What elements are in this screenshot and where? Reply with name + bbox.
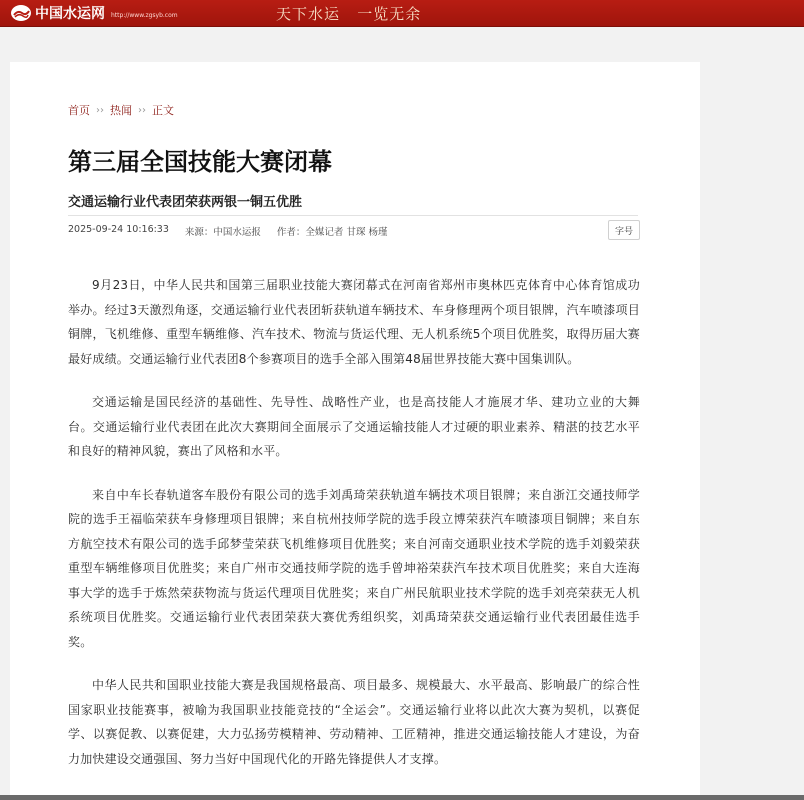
window-bottom-edge bbox=[0, 795, 804, 800]
font-size-button[interactable]: 字号 bbox=[608, 220, 640, 240]
site-header bbox=[0, 0, 804, 27]
article-body bbox=[68, 273, 640, 790]
article-meta bbox=[68, 224, 387, 238]
site-slogan: 天下水运 一览无余 bbox=[276, 5, 422, 23]
article-date: 2025-09-24 10:16:33 bbox=[68, 224, 169, 235]
site-name: 中国水运网 bbox=[35, 6, 105, 22]
article-paragraph: 9月23日，中华人民共和国第三届职业技能大赛闭幕式在河南省郑州市奥林匹克体育中心体育馆成功举办。经过3天激烈角逐，交通运输行业代表团斩获轨道车辆技术、车身修理两个项目银牌，汽车喷漆项目铜牌，飞机维修、重型车辆维修、汽车技术、物流与货运代理、无人机系统5个项目优胜奖，取得历届大赛最好成绩。交通运输行业代表团8个参赛项目的选手全部入围第48届世界技能大赛中国集训队。 bbox=[68, 278, 640, 366]
article-source: 来源：中国水运报 bbox=[184, 227, 261, 238]
breadcrumb-news-link[interactable]: 热闻 bbox=[110, 104, 132, 117]
article-subtitle: 交通运输行业代表团荣获两银一铜五优胜 bbox=[68, 195, 303, 210]
breadcrumb-separator: ›› bbox=[138, 104, 146, 116]
site-url: http://www.zgsyb.com bbox=[111, 11, 178, 19]
article-paragraph: 交通运输是国民经济的基础性、先导性、战略性产业，也是高技能人才施展才华、建功立业的大舞台。交通运输行业代表团在此次大赛期间全面展示了交通运输技能人才过硬的职业素养、精湛的技艺水平和良好的精神风貌，赛出了风格和水平。 bbox=[68, 395, 640, 458]
breadcrumb-separator: ›› bbox=[96, 104, 104, 116]
breadcrumb-current-link[interactable]: 正文 bbox=[152, 104, 174, 117]
article-title: 第三届全国技能大赛闭幕 bbox=[68, 148, 332, 176]
article-card bbox=[10, 62, 700, 800]
logo-emblem-icon bbox=[10, 4, 32, 22]
article-author: 作者：全媒记者 甘琛 杨瑾 bbox=[276, 227, 388, 238]
breadcrumb bbox=[68, 102, 174, 118]
title-divider bbox=[68, 215, 638, 216]
breadcrumb-home-link[interactable]: 首页 bbox=[68, 104, 90, 117]
site-logo[interactable] bbox=[10, 3, 178, 23]
article-paragraph: 中华人民共和国职业技能大赛是我国规格最高、项目最多、规模最大、水平最高、影响最广的综合性国家职业技能赛事，被喻为我国职业技能竞技的“全运会”。交通运输行业将以此次大赛为契机，以赛促学、以赛促教、以赛促建，大力弘扬劳模精神、劳动精神、工匠精神，推进交通运输技能人才建设，为奋力加快建设交通强国、努力当好中国现代化的开路先锋提供人才支撑。 bbox=[68, 678, 640, 766]
article-paragraph: 来自中车长春轨道客车股份有限公司的选手刘禹琦荣获轨道车辆技术项目银牌；来自浙江交通技师学院的选手王福临荣获车身修理项目银牌；来自杭州技师学院的选手段立博荣获汽车喷漆项目铜牌；来自东方航空技术有限公司的选手邱梦莹荣获飞机维修项目优胜奖；来自河南交通职业技术学院的选手刘毅荣获重型车辆维修项目优胜奖；来自广州市交通技师学院的选手曾坤裕荣获汽车技术项目优胜奖；来自大连海事大学的选手于炼然荣获物流与货运代理项目优胜奖；来自广州民航职业技术学院的选手刘亮荣获无人机系统项目优胜奖。交通运输行业代表团荣获大赛优秀组织奖，刘禹琦荣获交通运输行业代表团最佳选手奖。 bbox=[68, 487, 640, 649]
